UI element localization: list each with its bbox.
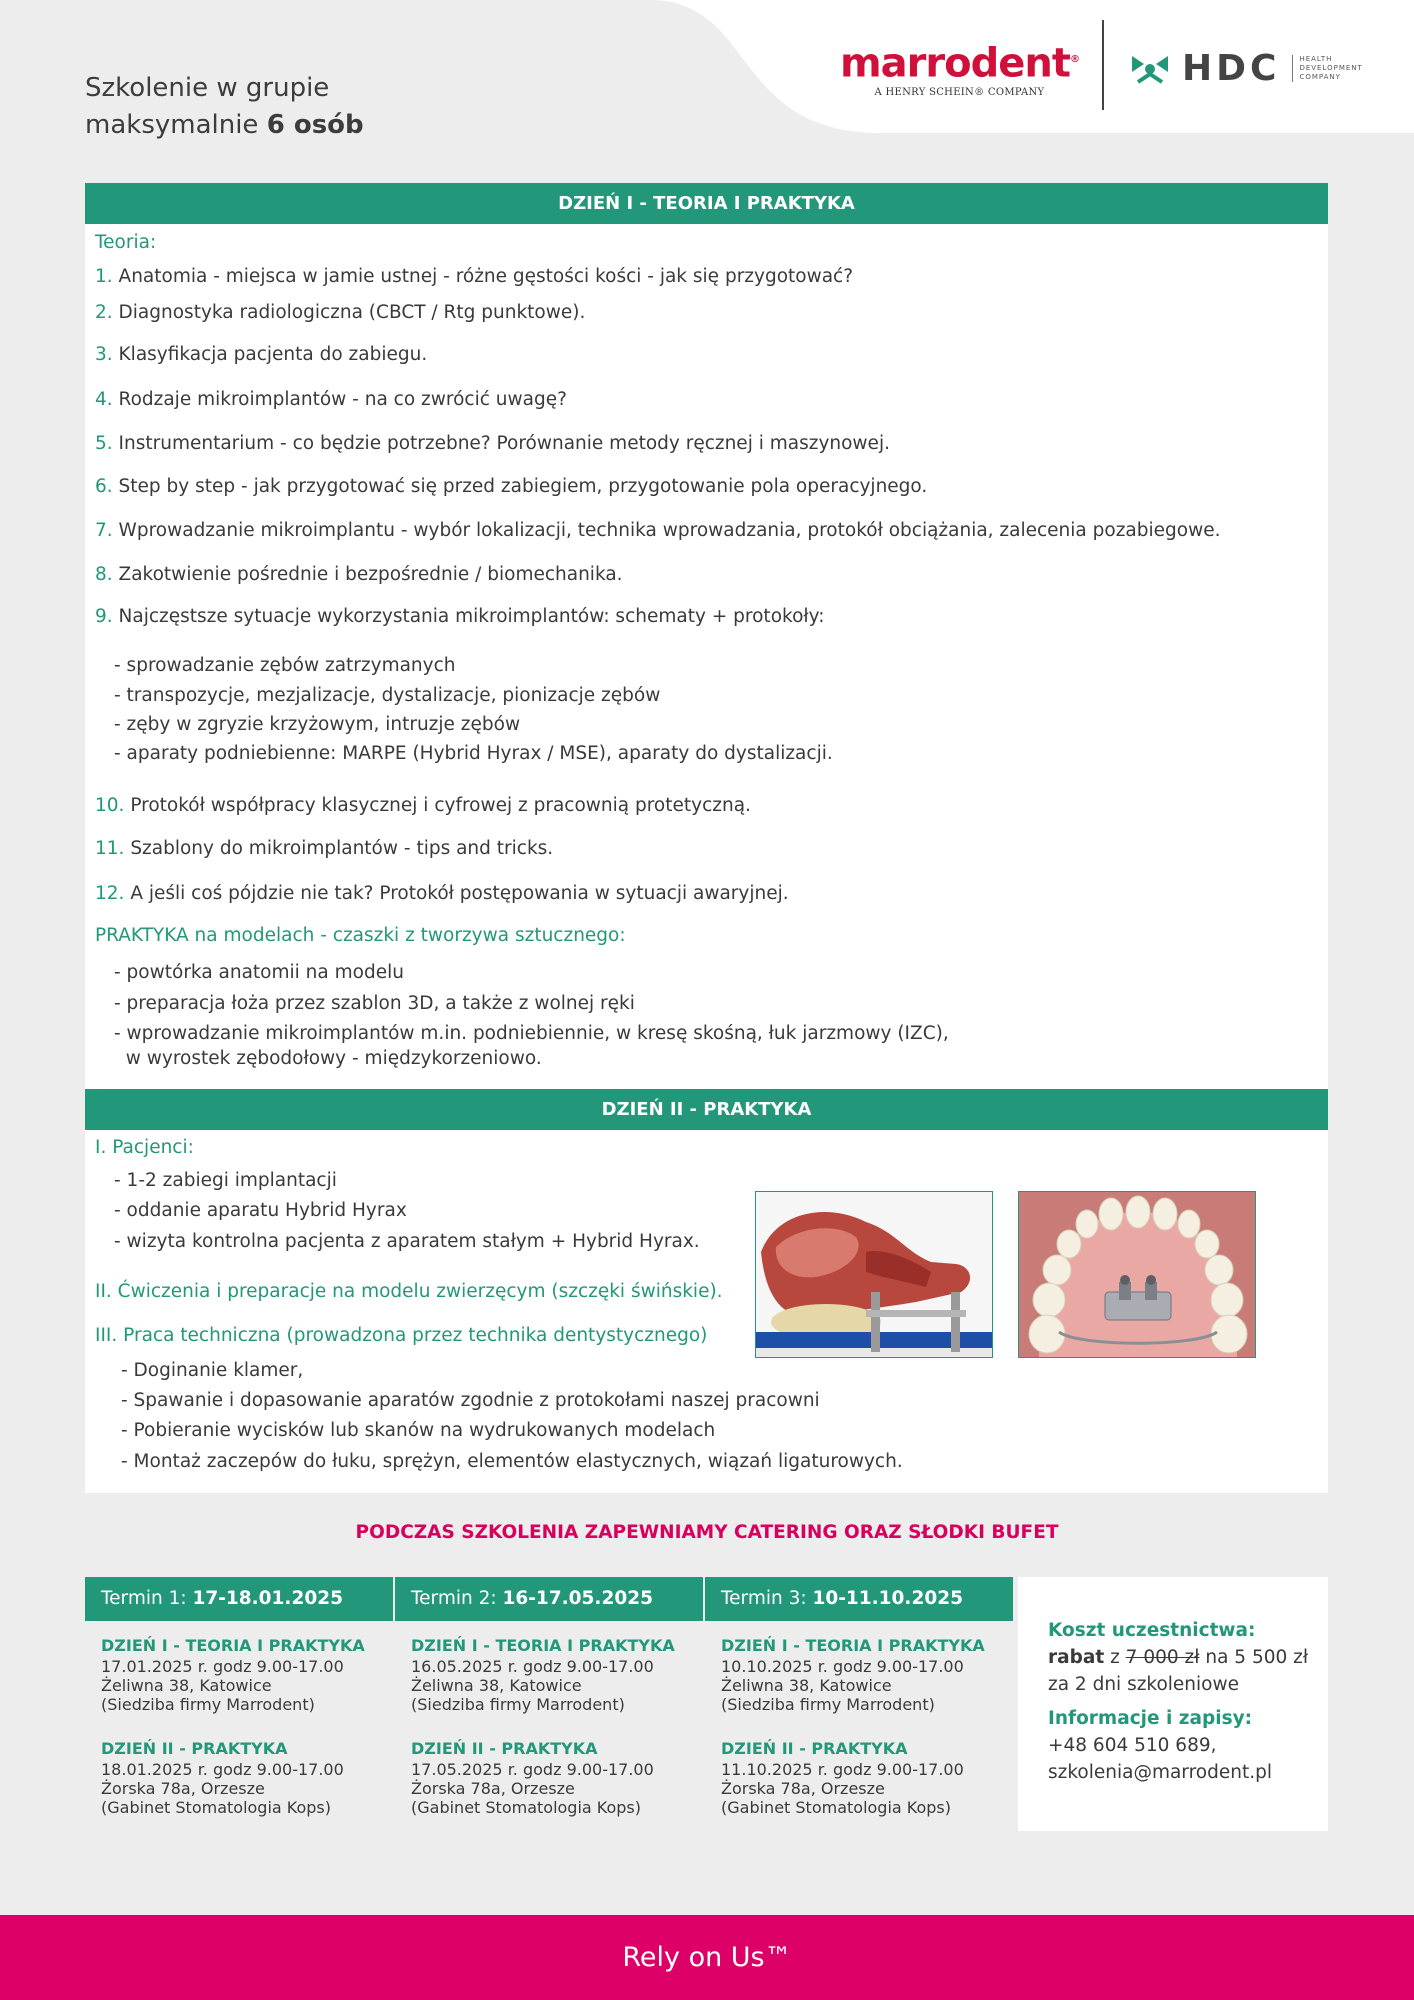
patients-label: I. Pacjenci: — [95, 1137, 194, 1158]
theory-subitem: - aparaty podniebienne: MARPE (Hybrid Hyrax / MSE), aparaty do dystalizacji. — [114, 743, 833, 764]
marrodent-logo-sub: A HENRY SCHEIN® COMPANY — [874, 87, 1045, 99]
schedule-table — [85, 1577, 1328, 1831]
practice-item: - preparacja łoża przez szablon 3D, a także z wolnej ręki — [114, 993, 635, 1014]
cost-price: rabat z 7 000 zł na 5 500 zł — [1048, 1647, 1309, 1668]
intro-text — [85, 70, 364, 144]
hdc-logo — [1130, 48, 1363, 89]
technical-item: - Doginanie klamer, — [121, 1360, 304, 1381]
term-header: Termin 3: 10-11.10.2025 — [705, 1577, 1013, 1621]
technical-item: - Spawanie i dopasowanie aparatów zgodnie z protokołami naszej pracowni — [121, 1390, 820, 1411]
cost-box — [1018, 1577, 1328, 1831]
term-header: Termin 1: 17-18.01.2025 — [85, 1577, 393, 1621]
technical-item: - Montaż zaczepów do łuku, sprężyn, elementów elastycznych, wiązań ligaturowych. — [121, 1451, 903, 1472]
marrodent-logo-word: marrodent® — [840, 40, 1079, 87]
intro-line-2 — [85, 107, 364, 144]
theory-item: 7. Wprowadzanie mikroimplantu - wybór lokalizacji, technika wprowadzania, protokół obciążania, zalecenia pozabiegowe. — [95, 520, 1221, 541]
theory-item: 2. Diagnostyka radiologiczna (CBCT / Rtg punktowe). — [95, 302, 586, 323]
footer-slogan: Rely on Us™ — [0, 1915, 1414, 2000]
info-title: Informacje i zapisy: — [1048, 1708, 1253, 1729]
theory-item: 11. Szablony do mikroimplantów - tips and tricks. — [95, 838, 554, 859]
exercises-label: II. Ćwiczenia i preparacje na modelu zwierzęcym (szczęki świńskie). — [95, 1281, 723, 1302]
hybrid-hyrax-illustration — [1019, 1192, 1256, 1358]
schedule-term-1 — [85, 1577, 393, 1831]
program-card — [85, 183, 1328, 1493]
term-day2: DZIEŃ II - PRAKTYKA 18.01.2025 r. godz 9.00-17.00 Żorska 78a, Orzesze (Gabinet Stomatologia Kops) — [85, 1726, 393, 1831]
day2-title-bar: DZIEŃ II - PRAKTYKA — [85, 1089, 1328, 1130]
theory-subitem: - transpozycje, mezjalizacje, dystalizacje, pionizacje zębów — [114, 685, 661, 706]
practice-item: - wprowadzanie mikroimplantów m.in. podniebiennie, w kresę skośną, łuk jarzmowy (IZC), — [114, 1023, 949, 1044]
hybrid-hyrax-photo — [1018, 1191, 1256, 1358]
day1-title-bar: DZIEŃ I - TEORIA I PRAKTYKA — [85, 183, 1328, 224]
term-day2: DZIEŃ II - PRAKTYKA 17.05.2025 r. godz 9.00-17.00 Żorska 78a, Orzesze (Gabinet Stomatologia Kops) — [395, 1726, 703, 1831]
pig-jaw-photo — [755, 1191, 993, 1358]
theory-subitem: - sprowadzanie zębów zatrzymanych — [114, 655, 456, 676]
practice-label: PRAKTYKA na modelach - czaszki z tworzywa sztucznego: — [95, 925, 626, 946]
theory-item: 3. Klasyfikacja pacjenta do zabiegu. — [95, 344, 428, 365]
practice-item: - powtórka anatomii na modelu — [114, 962, 404, 983]
term-day2: DZIEŃ II - PRAKTYKA 11.10.2025 r. godz 9.00-17.00 Żorska 78a, Orzesze (Gabinet Stomatologia Kops) — [705, 1726, 1013, 1831]
schedule-term-3 — [705, 1577, 1013, 1831]
theory-label: Teoria: — [95, 232, 157, 253]
technical-label: III. Praca techniczna (prowadzona przez technika dentystycznego) — [95, 1325, 708, 1346]
technical-item: - Pobieranie wycisków lub skanów na wydrukowanych modelach — [121, 1420, 716, 1441]
theory-item: 6. Step by step - jak przygotować się przed zabiegiem, przygotowanie pola operacyjnego. — [95, 476, 928, 497]
contact-email: szkolenia@marrodent.pl — [1048, 1762, 1272, 1783]
cost-title: Koszt uczestnictwa: — [1048, 1620, 1256, 1641]
marrodent-logo — [840, 38, 1079, 98]
theory-item: 10. Protokół współpracy klasycznej i cyfrowej z pracownią protetyczną. — [95, 795, 751, 816]
term-day1: DZIEŃ I - TEORIA I PRAKTYKA 10.10.2025 r. godz 9.00-17.00 Żeliwna 38, Katowice (Siedziba firmy Marrodent) — [705, 1623, 1013, 1724]
patients-item: - wizyta kontrolna pacjenta z aparatem stałym + Hybrid Hyrax. — [114, 1231, 700, 1252]
schedule-term-2 — [395, 1577, 703, 1831]
old-price: 7 000 zł — [1125, 1647, 1200, 1668]
hdc-mark-icon — [1130, 52, 1170, 86]
theory-item: 8. Zakotwienie pośrednie i bezpośrednie / biomechanika. — [95, 564, 623, 585]
logo-divider — [1102, 20, 1104, 110]
pig-jaw-illustration — [756, 1192, 993, 1358]
intro-line-2-prefix: maksymalnie — [85, 110, 267, 140]
patients-item: - 1-2 zabiegi implantacji — [114, 1170, 337, 1191]
hdc-logo-word: HDC — [1182, 48, 1281, 89]
hdc-logo-small: HEALTH DEVELOPMENT COMPANY — [1292, 55, 1362, 82]
theory-item: 5. Instrumentarium - co będzie potrzebne? Porównanie metody ręcznej i maszynowej. — [95, 433, 890, 454]
theory-item: 12. A jeśli coś pójdzie nie tak? Protokół postępowania w sytuacji awaryjnej. — [95, 883, 789, 904]
catering-notice: PODCZAS SZKOLENIA ZAPEWNIAMY CATERING ORAZ SŁODKI BUFET — [355, 1522, 1059, 1543]
theory-subitem: - zęby w zgryzie krzyżowym, intruzje zębów — [114, 714, 521, 735]
theory-item: 1. Anatomia - miejsca w jamie ustnej - różne gęstości kości - jak się przygotować? — [95, 266, 854, 287]
practice-item: w wyrostek zębodołowy - międzykorzeniowo. — [114, 1048, 542, 1069]
term-day1: DZIEŃ I - TEORIA I PRAKTYKA 16.05.2025 r. godz 9.00-17.00 Żeliwna 38, Katowice (Siedziba firmy Marrodent) — [395, 1623, 703, 1724]
term-day1: DZIEŃ I - TEORIA I PRAKTYKA 17.01.2025 r. godz 9.00-17.00 Żeliwna 38, Katowice (Siedziba firmy Marrodent) — [85, 1623, 393, 1724]
term-header: Termin 2: 16-17.05.2025 — [395, 1577, 703, 1621]
theory-item: 4. Rodzaje mikroimplantów - na co zwrócić uwagę? — [95, 389, 567, 410]
contact-phone: +48 604 510 689, — [1048, 1735, 1217, 1756]
group-size: 6 osób — [266, 110, 364, 140]
intro-line-1: Szkolenie w grupie — [85, 73, 330, 103]
patients-item: - oddanie aparatu Hybrid Hyrax — [114, 1200, 407, 1221]
theory-item: 9. Najczęstsze sytuacje wykorzystania mikroimplantów: schematy + protokoły: — [95, 606, 825, 627]
cost-duration: za 2 dni szkoleniowe — [1048, 1674, 1240, 1695]
